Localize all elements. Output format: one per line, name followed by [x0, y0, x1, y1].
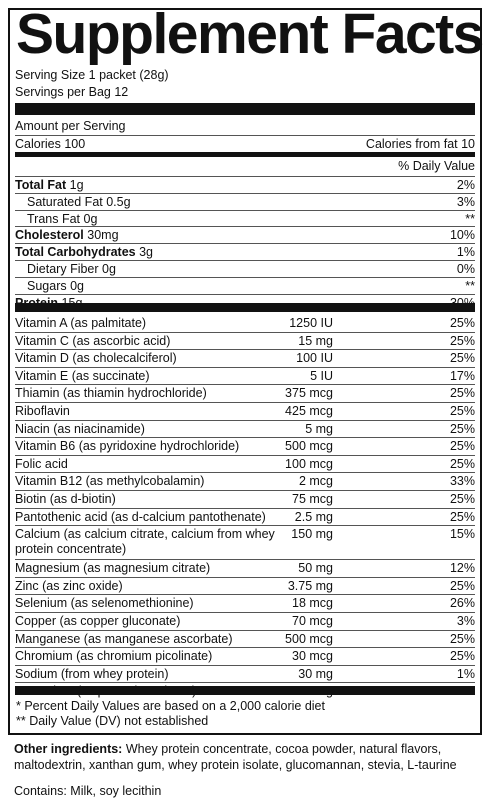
vitamin-amount: 5 IU — [310, 368, 333, 383]
divider — [15, 559, 475, 560]
vitamin-daily-value: 25% — [449, 421, 475, 436]
divider — [15, 367, 475, 368]
divider — [15, 577, 475, 578]
divider — [15, 490, 475, 491]
divider — [15, 630, 475, 631]
vitamin-amount: 1250 IU — [289, 316, 333, 330]
nutrient-row — [15, 263, 475, 276]
nutrient-row — [15, 229, 475, 242]
amount-per-serving: Amount per Serving — [15, 119, 126, 133]
thick-divider — [15, 686, 475, 695]
divider — [15, 332, 475, 333]
calories: Calories 100 — [15, 137, 86, 151]
vitamin-daily-value: 25% — [449, 456, 475, 471]
thick-divider — [15, 303, 475, 312]
thick-divider — [15, 103, 475, 115]
footnote-not-established: ** Daily Value (DV) not established — [16, 714, 209, 728]
vitamin-daily-value: 12% — [449, 561, 475, 576]
vitamin-amount: 100 mcg — [285, 456, 333, 471]
vitamin-amount: 5 mg — [305, 421, 333, 436]
vitamin-name: Vitamin A (as palmitate) — [15, 316, 147, 330]
divider — [15, 193, 475, 194]
vitamin-daily-value: 25% — [449, 509, 475, 524]
vitamin-name: Biotin (as d-biotin) — [15, 492, 116, 506]
vitamin-daily-value: 25% — [449, 649, 475, 664]
nutrient-amount: 30mg — [87, 228, 119, 243]
calories-row — [15, 138, 475, 151]
divider — [15, 349, 475, 350]
nutrient-amount: 3g — [139, 245, 154, 260]
other-ingredients-label: Other ingredients: — [14, 742, 123, 756]
divider — [15, 472, 475, 473]
divider — [15, 260, 475, 261]
other-ingredients-text: Whey protein concentrate, cocoa powder, natural flavors, maltodextrin, xanthan gum, whey protein isolate, glucomannan, stevia, L-taurine — [14, 742, 457, 772]
nutrient-daily-value: 0% — [456, 262, 475, 276]
vitamin-daily-value: 25% — [449, 333, 475, 348]
vitamin-amount: 100 IU — [296, 351, 333, 366]
vitamin-name: Folic acid — [15, 456, 68, 471]
vitamin-name: Vitamin E (as succinate) — [15, 368, 150, 383]
vitamin-daily-value: 25% — [449, 404, 475, 418]
vitamin-amount: 3.75 mg — [287, 578, 333, 593]
vitamin-name: Zinc (as zinc oxide) — [15, 578, 123, 593]
divider — [15, 647, 475, 648]
vitamin-daily-value: 25% — [449, 316, 475, 330]
calories-from-fat: Calories from fat 10 — [365, 137, 475, 151]
nutrient-row — [15, 280, 475, 293]
divider — [15, 682, 475, 683]
vitamin-amount: 75 mcg — [292, 492, 333, 506]
vitamin-amount: 375 mcg — [285, 386, 333, 401]
divider — [15, 525, 475, 526]
nutrient-name: Total Fat — [15, 178, 67, 192]
vitamin-amount: 18 mcg — [292, 596, 333, 611]
divider — [15, 594, 475, 595]
vitamin-amount: 30 mcg — [292, 649, 333, 664]
vitamin-name: Vitamin B6 (as pyridoxine hydrochloride) — [15, 439, 240, 454]
divider — [15, 210, 475, 211]
nutrient-name: Dietary Fiber — [27, 262, 99, 276]
nutrient-amount: 0g — [70, 278, 84, 293]
nutrient-amount: 0g — [83, 211, 98, 226]
vitamin-daily-value: 25% — [449, 578, 475, 593]
vitamin-name: Sodium (from whey protein) — [15, 666, 169, 681]
vitamin-daily-value: 25% — [449, 351, 475, 366]
vitamin-name: Thiamin (as thiamin hydrochloride) — [15, 386, 207, 401]
nutrient-daily-value: 2% — [456, 178, 475, 192]
nutrient-daily-value: 1% — [456, 245, 475, 260]
vitamin-amount: 500 mcg — [285, 631, 333, 646]
divider — [15, 420, 475, 421]
divider — [15, 665, 475, 666]
vitamin-name: Vitamin B12 (as methylcobalamin) — [15, 474, 205, 489]
divider — [15, 294, 475, 295]
vitamin-amount: 425 mcg — [285, 404, 333, 418]
nutrient-amount: 0g — [102, 262, 116, 276]
vitamin-daily-value: 25% — [449, 492, 475, 506]
divider — [15, 612, 475, 613]
nutrient-daily-value: ** — [465, 211, 475, 226]
nutrient-row — [15, 179, 475, 192]
nutrient-amount: 1g — [69, 178, 84, 192]
divider — [15, 437, 475, 438]
vitamin-daily-value: 25% — [449, 439, 475, 454]
nutrient-amount: 0.5g — [106, 194, 131, 209]
divider — [15, 384, 475, 385]
footnote-daily-values: * Percent Daily Values are based on a 2,000 calorie diet — [16, 699, 325, 713]
other-ingredients — [14, 741, 484, 773]
vitamin-amount: 15 mg — [298, 333, 333, 348]
divider — [15, 277, 475, 278]
nutrient-row — [15, 213, 475, 226]
nutrient-name: Saturated Fat — [27, 194, 103, 209]
vitamin-amount: 2.5 mg — [294, 509, 333, 524]
vitamin-daily-value: 3% — [456, 614, 475, 628]
vitamin-amount: 2 mcg — [298, 474, 333, 489]
vitamin-name: Pantothenic acid (as d-calcium pantothenate) — [15, 509, 266, 524]
divider — [15, 243, 475, 244]
nutrient-name: Cholesterol — [15, 228, 84, 243]
vitamin-daily-value: 15% — [449, 527, 475, 542]
dv-header: % Daily Value — [398, 159, 475, 173]
supplement-facts-label — [8, 2, 483, 735]
divider — [15, 402, 475, 403]
vitamin-name: Riboflavin — [15, 404, 70, 418]
vitamin-daily-value: 33% — [449, 474, 475, 489]
vitamin-amount: 500 mcg — [285, 439, 333, 454]
vitamin-amount: 150 mg — [291, 527, 333, 542]
vitamin-name: Chromium (as chromium picolinate) — [15, 649, 213, 664]
nutrient-name: Trans Fat — [27, 211, 81, 226]
vitamin-name: Niacin (as niacinamide) — [15, 421, 145, 436]
nutrient-name: Sugars — [27, 278, 67, 293]
vitamin-daily-value: 25% — [449, 386, 475, 401]
vitamin-daily-value: 17% — [449, 368, 475, 383]
vitamin-name: Vitamin C (as ascorbic acid) — [15, 333, 171, 348]
nutrient-row — [15, 196, 475, 209]
allergen-statement: Contains: Milk, soy lecithin — [14, 784, 162, 798]
vitamin-amount: 70 mcg — [292, 614, 333, 628]
vitamin-amount: 50 mg — [298, 561, 333, 576]
servings-per-container: Servings per Bag 12 — [15, 85, 129, 99]
vitamin-name: Selenium (as selenomethionine) — [15, 596, 194, 611]
medium-divider — [15, 152, 475, 157]
divider — [15, 455, 475, 456]
vitamin-name: Copper (as copper gluconate) — [15, 614, 181, 628]
vitamin-daily-value: 1% — [456, 666, 475, 681]
vitamin-daily-value: 26% — [449, 596, 475, 611]
divider — [15, 226, 475, 227]
divider — [15, 135, 475, 136]
nutrient-daily-value: 10% — [449, 228, 475, 243]
divider — [15, 508, 475, 509]
serving-size: Serving Size 1 packet (28g) — [15, 68, 169, 82]
nutrient-daily-value: ** — [465, 278, 475, 293]
nutrient-daily-value: 3% — [456, 194, 475, 209]
nutrient-row — [15, 246, 475, 259]
nutrient-name: Total Carbohydrates — [15, 245, 136, 260]
vitamin-daily-value: 25% — [449, 631, 475, 646]
vitamin-name: Calcium (as calcium citrate, calcium from whey protein concentrate) — [15, 527, 275, 557]
vitamin-name: Magnesium (as magnesium citrate) — [15, 561, 211, 576]
vitamin-amount: 30 mg — [298, 666, 333, 681]
divider — [15, 176, 475, 177]
label-title: Supplement Facts — [16, 2, 483, 66]
vitamin-name: Vitamin D (as cholecalciferol) — [15, 351, 177, 366]
vitamin-name: Manganese (as manganese ascorbate) — [15, 631, 233, 646]
